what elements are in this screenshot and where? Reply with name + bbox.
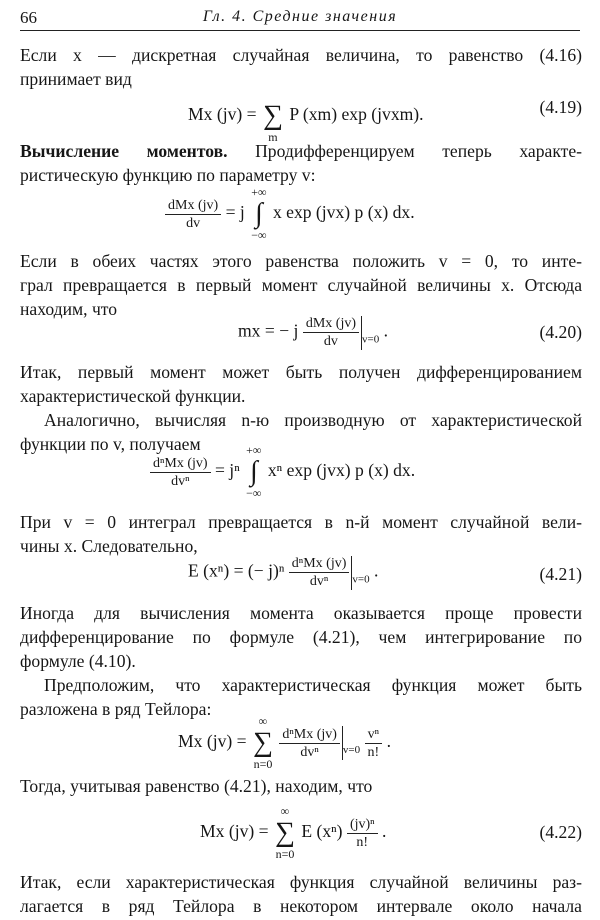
paragraph-line: лагается в ряд Тейлора в некотором интервале около начала <box>20 896 582 916</box>
paragraph-line: находим, что <box>20 299 118 319</box>
paragraph-line: При v = 0 интеграл превращается в n-й момент случайной вели- <box>20 512 582 532</box>
fraction: $\frac{\text{dⁿMx (jv)}}{\text{dvⁿ}}$ <box>150 455 211 490</box>
fraction: $\frac{\text{(jv)ⁿ}}{n!}$ <box>347 816 378 851</box>
fraction: $\frac{\text{dMx (jv)}}{dv}$ <box>303 315 359 350</box>
fraction: $\frac{\text{dⁿMx (jv)}}{\text{dvⁿ}}$ <box>279 726 340 761</box>
paragraph-line: Вычисление моментов. Продифференцируем теперь характе- <box>20 141 582 161</box>
paragraph-line: Тогда, учитывая равенство (4.21), находим, что <box>20 776 373 796</box>
equation-nth-derivative: $\frac{\text{dⁿMx (jv)}}{\text{dvⁿ}}$ = jⁿ +∞ ∫ −∞ xⁿ exp (jvx) p (x) dx. <box>150 444 460 500</box>
paragraph-line: Аналогично, вычисляя n-ю производную от характеристической <box>44 410 582 430</box>
equation-taylor-series: Mx (jv) = ∞ ∑ n=0 $\frac{\text{dⁿMx (jv)}}{\text{dvⁿ}}$ $_{v=0}$ $\frac{\text{vⁿ}}{n!}$ . <box>178 714 392 771</box>
paragraph-line: формуле (4.10). <box>20 651 136 671</box>
equation-number: (4.19) <box>539 97 582 117</box>
paragraph-line: Итак, если характеристическая функция случайной величины раз- <box>20 872 582 892</box>
fraction: $\frac{\text{dMx (jv)}}{dv}$ <box>165 197 221 232</box>
sum-operator: ∞ ∑ n=0 <box>252 714 273 771</box>
equation-number: (4.20) <box>539 322 582 342</box>
paragraph-line: Если в обеих частях этого равенства положить v = 0, то инте- <box>20 251 582 271</box>
sum-operator: ∑ m <box>262 100 283 144</box>
section-heading: Вычисление моментов. <box>20 141 228 161</box>
paragraph-line: характеристической функции. <box>20 386 246 406</box>
fraction: $\frac{\text{dⁿMx (jv)}}{\text{dvⁿ}}$ <box>289 555 350 590</box>
equation-4-22: Mx (jv) = ∞ ∑ n=0 E (xⁿ) $\frac{\text{(jv)ⁿ}}{n!}$ . <box>200 804 387 861</box>
page-header <box>20 6 580 31</box>
equation-number: (4.22) <box>539 822 582 842</box>
paragraph-line: Иногда для вычисления момента оказывается проще провести <box>20 603 582 623</box>
paragraph-line: Если x — дискретная случайная величина, то равенство (4.16) <box>20 45 582 65</box>
paragraph-line: Итак, первый момент может быть получен дифференцированием <box>20 362 582 382</box>
paragraph-line: грал превращается в первый момент случайной величины x. Отсюда <box>20 275 582 295</box>
equation-4-21: E (xⁿ) = (− j)ⁿ $\frac{\text{dⁿMx (jv)}}{\text{dvⁿ}}$ $_{v=0}$ . <box>188 556 379 589</box>
equation-rhs: P (xm) exp (jvxm). <box>289 104 424 125</box>
equation-4-20: mx = − j $\frac{\text{dMx (jv)}}{dv}$ $_{v=0}$ . <box>238 316 389 349</box>
paragraph-line: Предположим, что характеристическая функция может быть <box>44 675 582 695</box>
paragraph-line: дифференцирование по формуле (4.21), чем интегрирование по <box>20 627 582 647</box>
equation-4-19 <box>188 88 428 144</box>
fraction: $\frac{\text{vⁿ}}{n!}$ <box>365 726 383 761</box>
paragraph-line: функции по v, получаем <box>20 434 201 454</box>
sum-operator: ∞ ∑ n=0 <box>274 804 295 861</box>
paragraph-line: чины x. Следовательно, <box>20 536 198 556</box>
equation-lhs: Mx (jv) = <box>188 104 257 125</box>
equation-first-derivative: $\frac{\text{dMx (jv)}}{dv}$ = j +∞ ∫ −∞ x exp (jvx) p (x) dx. <box>165 186 445 242</box>
page-number: 66 <box>20 8 37 27</box>
integral-operator: +∞ ∫ −∞ <box>246 443 262 500</box>
paragraph-line: разложена в ряд Тейлора: <box>20 699 212 719</box>
paragraph-line: принимает вид <box>20 69 132 89</box>
equation-number: (4.21) <box>539 564 582 584</box>
integral-operator: +∞ ∫ −∞ <box>251 185 267 242</box>
running-title: Гл. 4. Средние значения <box>202 8 398 25</box>
paragraph-line: ристическую функцию по параметру v: <box>20 165 316 185</box>
